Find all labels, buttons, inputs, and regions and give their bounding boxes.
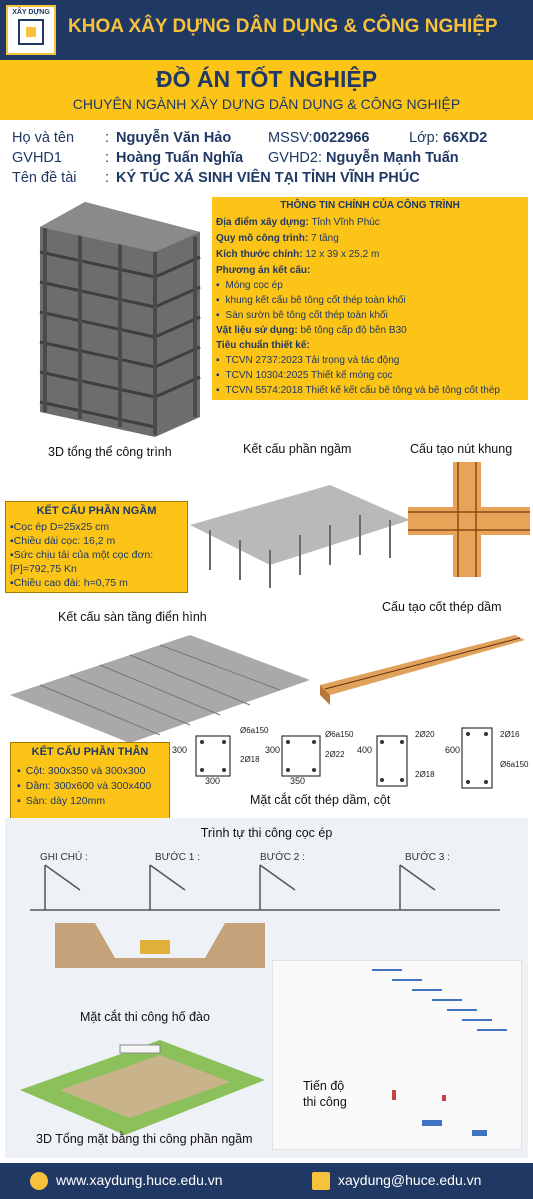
caption-typical-floor: Kết cấu sàn tầng điển hình: [58, 610, 207, 624]
main-info-box: [212, 197, 528, 400]
structure-item: ▪ Móng cọc ép: [216, 280, 283, 291]
gvhd1-value: Hoàng Tuấn Nghĩa: [116, 150, 244, 166]
underground-item: ▪Chiều cao đài: h=0,75 m: [10, 577, 128, 589]
gvhd1-label: GVHD1: [12, 150, 62, 166]
step3-label: BƯỚC 3 :: [405, 852, 450, 863]
superstructure-item: ▪ Dầm: 300x600 và 300x400: [17, 780, 151, 792]
size-value: 12 x 39 x 25,2 m: [305, 249, 380, 260]
rebar-label: Ø6a150: [500, 760, 529, 769]
dim-label: 600: [445, 745, 461, 755]
structure-item: ▪ khung kết cấu bê tông cốt thép toàn khối: [216, 295, 406, 306]
caption-progress-2: thi công: [303, 1095, 347, 1109]
standard-item: ▪ TCVN 10304:2025 Thiết kế móng cọc: [216, 370, 393, 381]
caption-beam-rebar: Cấu tạo cốt thép dầm: [382, 600, 502, 614]
beam-rebar-image: [320, 625, 530, 705]
topic-label: Tên đề tài: [12, 170, 77, 186]
logo-text: XÂY DỰNG: [12, 9, 50, 16]
superstructure-item: ▪ Sàn: dày 120mm: [17, 795, 105, 807]
schedule-gantt-image: [272, 960, 522, 1150]
superstructure-info-box: [10, 742, 170, 822]
underground-item: ▪Chiều dài cọc: 16,2 m: [10, 535, 116, 547]
material-value: bê tông cấp độ bền B30: [300, 325, 407, 336]
material-label: Vật liệu sử dụng:: [216, 325, 298, 336]
underground-item: ▪Sức chịu tải của một cọc đơn:: [10, 549, 154, 561]
excavation-section-image: [55, 918, 265, 968]
caption-sections: Mặt cắt cốt thép dầm, cột: [250, 793, 391, 807]
step1-label: BƯỚC 1 :: [155, 852, 200, 863]
building-3d-image: [25, 197, 210, 442]
step2-label: BƯỚC 2 :: [260, 852, 305, 863]
caption-underground: Kết cấu phần ngầm: [243, 442, 352, 456]
main-info-heading: THÔNG TIN CHÍNH CỦA CÔNG TRÌNH: [280, 200, 460, 211]
thesis-title: ĐỒ ÁN TỐT NGHIỆP: [155, 66, 378, 92]
superstructure-heading: KẾT CẤU PHẦN THÂN: [31, 746, 149, 758]
rebar-label: Ø6a150: [325, 730, 354, 739]
student-name: Nguyễn Văn Hảo: [116, 130, 232, 146]
university-logo: [6, 5, 56, 55]
major-subtitle: CHUYÊN NGÀNH XÂY DỰNG DÂN DỤNG & CÔNG NGHIỆP: [72, 96, 461, 112]
dim-label: 300: [172, 745, 188, 755]
class-value: 66XD2: [443, 130, 488, 146]
rebar-label: 2Ø18: [415, 770, 435, 779]
caption-progress: Tiến độ: [303, 1079, 345, 1093]
gvhd2-label: GVHD2:: [268, 150, 322, 166]
mssv-label: MSSV:: [268, 130, 313, 146]
scale-label: Quy mô công trình:: [216, 233, 309, 244]
standard-item: ▪ TCVN 2737:2023 Tải trọng và tác động: [216, 355, 399, 366]
gvhd2-value: Nguyễn Mạnh Tuấn: [326, 150, 459, 166]
underground-structure-image: [190, 470, 410, 590]
size-label: Kích thước chính:: [216, 249, 303, 260]
superstructure-item: ▪ Cột: 300x350 và 300x300: [17, 765, 145, 777]
location-label: Địa điểm xây dựng:: [216, 217, 309, 228]
underground-item: ▪Cọc ép D=25x25 cm: [10, 521, 110, 533]
notes-label: GHI CHÚ :: [40, 852, 88, 863]
underground-item: [P]=792,75 Kn: [10, 563, 77, 575]
colon: :: [105, 170, 110, 186]
website-link[interactable]: www.xaydung.huce.edu.vn: [56, 1172, 223, 1188]
caption-frame-joint: Cấu tạo nút khung: [410, 442, 513, 456]
rebar-label: 2Ø22: [325, 750, 345, 759]
caption-3d-overall: 3D tổng thể công trình: [48, 445, 172, 459]
email-icon: [312, 1172, 330, 1190]
name-label: Họ và tên: [12, 130, 75, 146]
class-label: Lớp:: [409, 130, 439, 146]
rebar-label: Ø6a150: [240, 726, 269, 735]
underground-heading: KẾT CẤU PHẦN NGẦM: [36, 505, 157, 517]
faculty-title: KHOA XÂY DỰNG DÂN DỤNG & CÔNG NGHIỆP: [68, 16, 498, 37]
standard-label: Tiêu chuẩn thiết kế:: [216, 340, 310, 351]
globe-icon: [30, 1172, 48, 1190]
dim-label: 400: [357, 745, 373, 755]
frame-joint-image: [408, 462, 530, 577]
colon: :: [105, 150, 110, 166]
scale-value: 7 tầng: [311, 233, 339, 244]
pile-sequence-image: [20, 860, 510, 920]
site-3d-image: [20, 1030, 265, 1140]
dim-label: 300: [205, 776, 221, 786]
colon: :: [105, 130, 110, 146]
mssv-value: 0022966: [313, 130, 370, 146]
structure-label: Phương án kết cấu:: [216, 265, 311, 276]
location-value: Tỉnh Vĩnh Phúc: [311, 217, 380, 228]
caption-pit-section: Mặt cắt thi công hố đào: [80, 1010, 210, 1024]
dim-label: 300: [265, 745, 281, 755]
pile-sequence-title: Trình tự thi công cọc ép: [200, 826, 333, 840]
caption-site-3d: 3D Tổng mặt bằng thi công phần ngầm: [36, 1132, 253, 1146]
underground-info-box: [5, 501, 188, 593]
topic-value: KÝ TÚC XÁ SINH VIÊN TẠI TỈNH VĨNH PHÚC: [116, 170, 420, 186]
rebar-label: 2Ø18: [240, 755, 260, 764]
rebar-label: 2Ø20: [415, 730, 435, 739]
rebar-label: 2Ø16: [500, 730, 520, 739]
structure-item: ▪ Sàn sườn bê tông cốt thép toàn khối: [216, 310, 388, 321]
email-link[interactable]: xaydung@huce.edu.vn: [338, 1172, 482, 1188]
dim-label: 350: [290, 776, 306, 786]
standard-item: ▪ TCVN 5574:2018 Thiết kế kết cấu bê tông và bê tông cốt thép: [216, 385, 500, 396]
